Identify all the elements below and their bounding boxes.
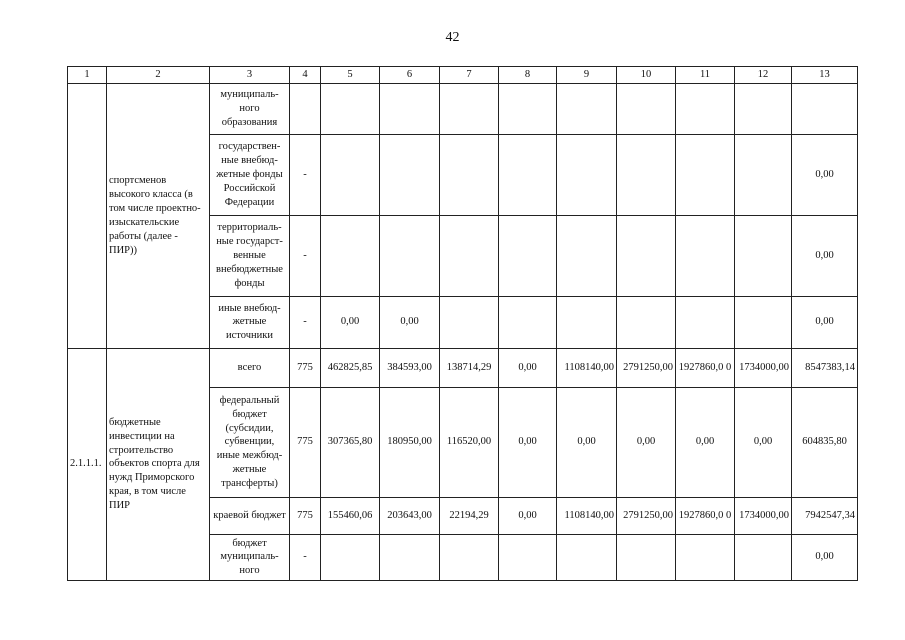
value-cell	[440, 215, 499, 296]
value-cell: 0,00	[321, 296, 380, 348]
value-cell	[617, 215, 676, 296]
value-cell	[440, 534, 499, 580]
header-cell: 6	[380, 67, 440, 84]
total-cell: 0,00	[792, 534, 858, 580]
value-cell: 116520,00	[440, 387, 499, 497]
total-cell: 0,00	[792, 296, 858, 348]
value-cell	[321, 215, 380, 296]
value-cell: 2791250,00	[617, 348, 676, 387]
header-cell: 8	[499, 67, 557, 84]
header-cell: 3	[210, 67, 290, 84]
source-cell: краевой бюджет	[210, 497, 290, 534]
item-name-cell: бюджетные инвестиции на строительство объектов спорта для нужд Приморского края, в том числе ПИР	[107, 348, 210, 580]
value-cell	[499, 534, 557, 580]
value-cell	[380, 134, 440, 215]
header-cell: 5	[321, 67, 380, 84]
value-cell	[557, 83, 617, 134]
header-cell: 7	[440, 67, 499, 84]
value-cell: 384593,00	[380, 348, 440, 387]
total-cell: 0,00	[792, 215, 858, 296]
code-cell	[290, 83, 321, 134]
value-cell	[440, 83, 499, 134]
value-cell: 1108140,00	[557, 348, 617, 387]
value-cell: 0,00	[499, 497, 557, 534]
value-cell	[676, 83, 735, 134]
source-cell: федеральный бюджет (субсидии, субвенции, иные межбюд- жетные трансферты)	[210, 387, 290, 497]
budget-table	[67, 66, 858, 581]
value-cell: 0,00	[676, 387, 735, 497]
code-cell: 775	[290, 348, 321, 387]
value-cell	[676, 215, 735, 296]
table-row	[68, 348, 858, 387]
value-cell	[321, 134, 380, 215]
row-number-cell	[68, 83, 107, 348]
value-cell	[735, 296, 792, 348]
header-cell: 12	[735, 67, 792, 84]
source-cell: иные внебюд- жетные источники	[210, 296, 290, 348]
value-cell	[499, 134, 557, 215]
total-cell: 8547383,14	[792, 348, 858, 387]
value-cell: 180950,00	[380, 387, 440, 497]
value-cell: 155460,06	[321, 497, 380, 534]
value-cell	[735, 534, 792, 580]
header-cell: 2	[107, 67, 210, 84]
value-cell	[735, 134, 792, 215]
header-cell: 11	[676, 67, 735, 84]
value-cell	[321, 83, 380, 134]
value-cell: 2791250,00	[617, 497, 676, 534]
code-cell: -	[290, 134, 321, 215]
item-name-cell: спортсменов высокого класса (в том числе проектно- изыскательские работы (далее - ПИР))	[107, 83, 210, 348]
total-cell	[792, 83, 858, 134]
value-cell: 203643,00	[380, 497, 440, 534]
value-cell: 1108140,00	[557, 497, 617, 534]
value-cell: 1734000,00	[735, 497, 792, 534]
value-cell: 0,00	[735, 387, 792, 497]
value-cell	[617, 296, 676, 348]
value-cell	[735, 83, 792, 134]
value-cell: 0,00	[617, 387, 676, 497]
total-cell: 7942547,34	[792, 497, 858, 534]
header-cell: 9	[557, 67, 617, 84]
source-cell: всего	[210, 348, 290, 387]
value-cell	[676, 534, 735, 580]
value-cell: 0,00	[499, 348, 557, 387]
total-cell: 604835,80	[792, 387, 858, 497]
value-cell	[380, 215, 440, 296]
page-number: 42	[445, 30, 460, 45]
value-cell	[499, 215, 557, 296]
value-cell	[380, 534, 440, 580]
value-cell	[321, 534, 380, 580]
source-cell: территориаль- ные государст- венные внебюджетные фонды	[210, 215, 290, 296]
header-cell: 10	[617, 67, 676, 84]
value-cell: 0,00	[499, 387, 557, 497]
value-cell	[676, 134, 735, 215]
value-cell	[735, 215, 792, 296]
value-cell: 0,00	[380, 296, 440, 348]
value-cell	[617, 83, 676, 134]
value-cell	[557, 215, 617, 296]
value-cell	[676, 296, 735, 348]
header-cell: 1	[68, 67, 107, 84]
row-number-cell: 2.1.1.1.	[68, 348, 107, 580]
value-cell	[440, 296, 499, 348]
value-cell	[499, 296, 557, 348]
source-cell: муниципаль- ного образования	[210, 83, 290, 134]
value-cell: 22194,29	[440, 497, 499, 534]
value-cell	[440, 134, 499, 215]
code-cell: -	[290, 215, 321, 296]
source-cell: бюджет муниципаль- ного	[210, 534, 290, 580]
source-cell: государствен- ные внебюд- жетные фонды Российской Федерации	[210, 134, 290, 215]
value-cell	[380, 83, 440, 134]
value-cell	[617, 534, 676, 580]
value-cell: 1734000,00	[735, 348, 792, 387]
value-cell	[499, 83, 557, 134]
code-cell: 775	[290, 497, 321, 534]
value-cell: 1927860,0 0	[676, 497, 735, 534]
value-cell: 0,00	[557, 387, 617, 497]
header-row	[68, 67, 858, 84]
code-cell: -	[290, 296, 321, 348]
value-cell	[557, 134, 617, 215]
header-cell: 13	[792, 67, 858, 84]
value-cell	[617, 134, 676, 215]
code-cell: 775	[290, 387, 321, 497]
value-cell: 1927860,0 0	[676, 348, 735, 387]
table-row	[68, 83, 858, 134]
value-cell: 138714,29	[440, 348, 499, 387]
total-cell: 0,00	[792, 134, 858, 215]
header-cell: 4	[290, 67, 321, 84]
value-cell: 462825,85	[321, 348, 380, 387]
value-cell	[557, 296, 617, 348]
value-cell	[557, 534, 617, 580]
value-cell: 307365,80	[321, 387, 380, 497]
code-cell: -	[290, 534, 321, 580]
